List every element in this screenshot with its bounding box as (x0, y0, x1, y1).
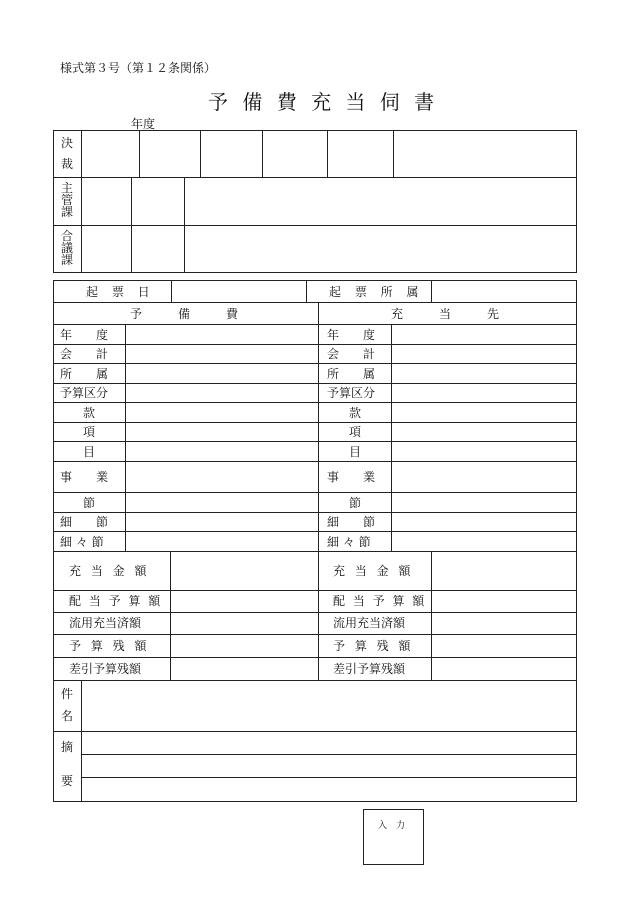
left-saisetsu-label: 細 節 (60, 515, 109, 529)
issue-date-label: 起 票 日 (86, 285, 155, 299)
page-title: 予 備 費 充 当 伺 書 (208, 90, 439, 114)
right-budget-remaining-label: 予 算 残 額 (333, 639, 414, 653)
subject-label: 件 名 (60, 687, 73, 723)
main-dept-label: 主 管 課 (60, 181, 73, 219)
fiscal-year-label: 年度 (131, 117, 156, 131)
issue-dept-label: 起 票 所 属 (329, 285, 424, 299)
right-saisetsu-label: 細 節 (327, 515, 376, 529)
right-budget-class-label: 予算区分 (327, 386, 376, 400)
left-setsu-label: 節 (83, 496, 96, 510)
left-project-label: 事 業 (60, 470, 109, 484)
main-form (53, 280, 577, 802)
consult-dept-label: 合 議 課 (60, 229, 73, 267)
left-kou-label: 項 (83, 425, 96, 439)
right-saisaisetsu-label: 細 々 節 (327, 535, 371, 549)
reserve-fund-title: 予 備 費 (130, 307, 239, 321)
right-year-label: 年 度 (327, 328, 376, 342)
right-kou-label: 項 (349, 425, 362, 439)
input-label: 入 力 (378, 821, 406, 831)
left-saisaisetsu-label: 細 々 節 (60, 535, 104, 549)
form-number: 様式第３号（第１２条関係） (60, 61, 217, 75)
right-kan-label: 款 (349, 406, 362, 420)
summary-label: 摘 要 (60, 740, 73, 788)
left-budget-class-label: 予算区分 (60, 386, 109, 400)
left-budget-remaining-label: 予 算 残 額 (69, 639, 150, 653)
left-account-label: 会 計 (60, 347, 109, 361)
allocation-target-title: 充 当 先 (391, 307, 500, 321)
left-distributed-budget-label: 配 当 予 算 額 (69, 594, 163, 608)
left-year-label: 年 度 (60, 328, 109, 342)
left-net-remaining-label: 差引予算残額 (69, 662, 142, 676)
right-moku-label: 目 (349, 445, 362, 459)
decision-label: 決 裁 (60, 136, 73, 171)
left-allot-amount-label: 充 当 金 額 (69, 564, 150, 578)
input-stamp-box (363, 809, 424, 865)
right-account-label: 会 計 (327, 347, 376, 361)
left-moku-label: 目 (83, 445, 96, 459)
right-dept-label: 所 属 (327, 367, 376, 381)
right-distributed-budget-label: 配 当 予 算 額 (333, 594, 427, 608)
left-kan-label: 款 (83, 406, 96, 420)
right-diverted-amount-label: 流用充当済額 (333, 616, 406, 630)
right-setsu-label: 節 (349, 496, 362, 510)
right-net-remaining-label: 差引予算残額 (333, 662, 406, 676)
left-dept-label: 所 属 (60, 367, 109, 381)
right-allot-amount-label: 充 当 金 額 (333, 564, 414, 578)
left-diverted-amount-label: 流用充当済額 (69, 616, 142, 630)
right-project-label: 事 業 (327, 470, 376, 484)
